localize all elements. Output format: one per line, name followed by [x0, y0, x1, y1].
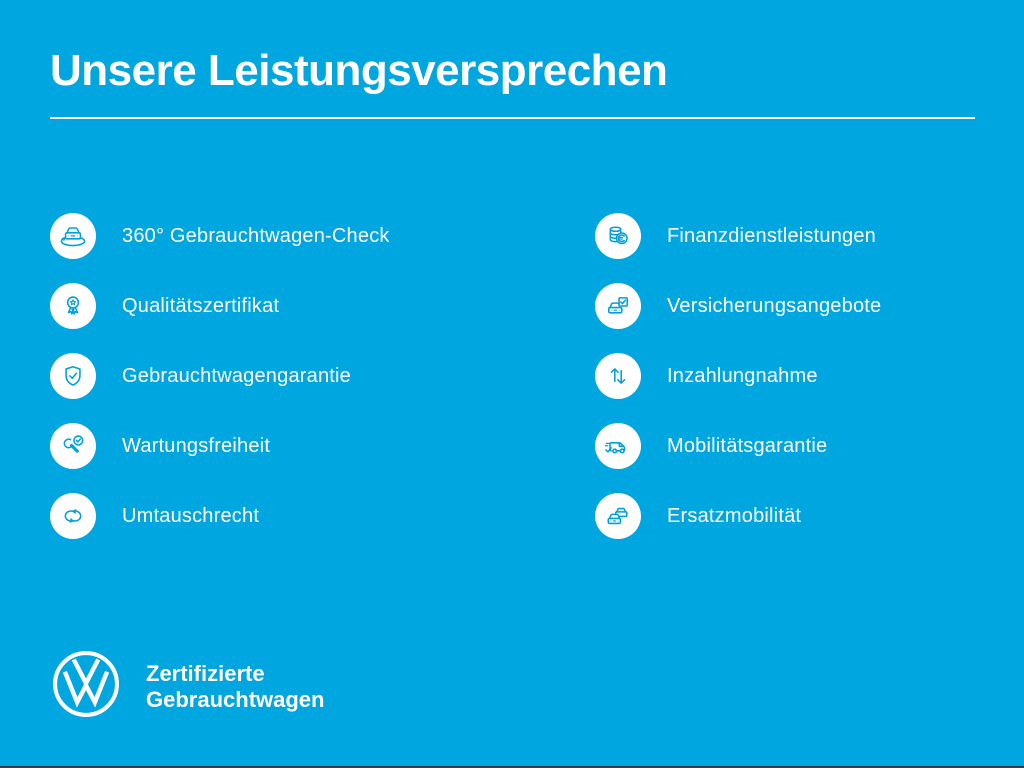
page-title: Unsere Leistungsversprechen: [50, 46, 668, 95]
promise-item: [595, 423, 881, 469]
finance-coins-icon: [595, 213, 641, 259]
promise-label: Qualitätszertifikat: [122, 294, 280, 317]
maintenance-wrench-icon: [50, 423, 96, 469]
promise-item: [595, 283, 881, 329]
promise-label: Inzahlungnahme: [667, 364, 818, 387]
promise-item: [50, 423, 595, 469]
warranty-shield-icon: [50, 353, 96, 399]
brand-text: [146, 661, 324, 713]
promise-item: [50, 493, 595, 539]
trade-in-arrows-icon: [595, 353, 641, 399]
promise-label: Gebrauchtwagengarantie: [122, 364, 351, 387]
promise-label: Wartungsfreiheit: [122, 434, 271, 457]
promise-list: [50, 213, 881, 539]
promise-label: Umtauschrecht: [122, 504, 260, 527]
promise-label: Finanzdienstleistungen: [667, 224, 876, 247]
brand-line2: Gebrauchtwagen: [146, 686, 325, 712]
insurance-checklist-icon: [595, 283, 641, 329]
mobility-van-check-icon: [595, 423, 641, 469]
promise-item: [50, 353, 595, 399]
promise-item: [50, 283, 595, 329]
promise-column-left: [50, 213, 595, 539]
promise-label: Versicherungsangebote: [667, 294, 882, 317]
promise-label: Mobilitätsgarantie: [667, 434, 828, 457]
promise-label: 360° Gebrauchtwagen-Check: [122, 224, 390, 247]
promise-item: [595, 213, 881, 259]
promise-column-right: [595, 213, 881, 539]
promise-item: [50, 213, 595, 259]
promise-item: [595, 353, 881, 399]
vw-logo: [52, 650, 120, 723]
title-divider: [50, 117, 975, 119]
car-360-check-icon: [50, 213, 96, 259]
brand-footer: [52, 650, 324, 723]
promise-item: [595, 493, 881, 539]
exchange-arrows-icon: [50, 493, 96, 539]
promise-label: Ersatzmobilität: [667, 504, 802, 527]
replacement-cars-icon: [595, 493, 641, 539]
quality-certificate-icon: [50, 283, 96, 329]
brand-line1: Zertifizierte: [146, 660, 265, 686]
